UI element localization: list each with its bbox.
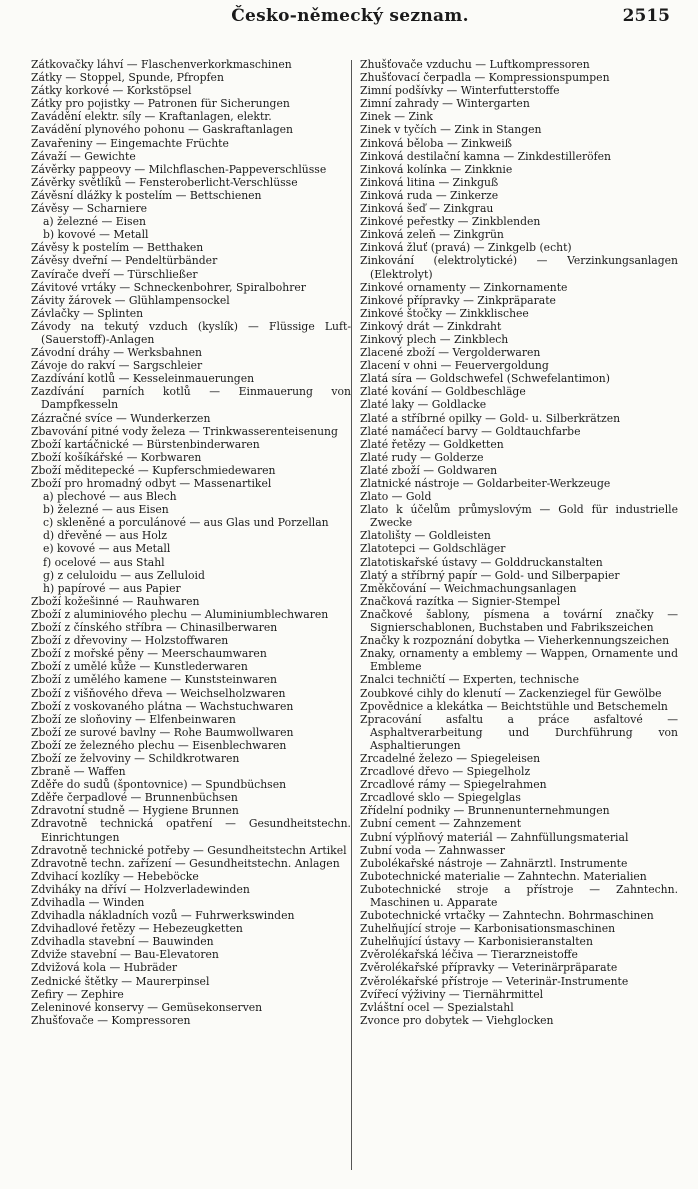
index-entry: Zátkovačky láhví — Flaschenverkorkmaschinen (31, 58, 292, 71)
index-entry: Závoje do rakví — Sargschleier (31, 359, 203, 373)
index-entry: Zázračné svíce — Wunderkerzen (31, 411, 211, 425)
index-entry: b) železné — aus Eisen (43, 503, 169, 517)
index-entry: Zinková kolínka — Zinkknie (360, 162, 513, 176)
index-entry: Zboží kožešinné — Rauhwaren (31, 594, 200, 608)
index-entry: Zlatotepci — Goldschläger (360, 542, 506, 556)
index-entry: Zubotechnické stroje a přístroje — Zahntechn. Maschinen u. Apparate (360, 882, 678, 909)
index-entry: Zinková destilační kamna — Zinkdestilleröfen (360, 149, 611, 163)
index-entry: Zlatotiskařské ústavy — Golddruckanstalten (360, 555, 603, 569)
index-entry: Zinková zeleň — Zinkgrün (360, 228, 504, 242)
index-entry: Zuhelňující stroje — Karbonisationsmaschinen (360, 922, 616, 936)
index-entry: e) kovové — aus Metall (43, 542, 171, 556)
index-entry: Zinková žluť (pravá) — Zinkgelb (echt) (360, 241, 572, 255)
index-entry: Závěsní dlážky k postelím — Bettschienen (31, 188, 262, 202)
index-entry: Závlačky — Splinten (31, 306, 144, 320)
index-entry: Značky k rozpoznání dobytka — Vieherkennungszeichen (360, 634, 670, 648)
index-entry: Zboží košíkářské — Korbwaren (31, 450, 202, 464)
index-entry: Zboží kartáčnické — Bürstenbinderwaren (31, 437, 260, 451)
index-entry: Zátky korkové — Korkstöpsel (31, 84, 192, 98)
index-entry: Zrcadlové dřevo — Spiegelholz (360, 765, 531, 779)
index-entry: Zboží z umělé kůže — Kunstlederwaren (31, 660, 248, 674)
index-entry: Zdvihadlové řetězy — Hebezeugketten (31, 922, 243, 936)
index-entry: Zdravotně techn. zařízení — Gesundheitstechn. Anlagen (31, 856, 340, 870)
index-entry: Změkčování — Weichmachungsanlagen (360, 581, 577, 595)
index-entry: Závěrky pappeovy — Milchflaschen-Pappeverschlüsse (31, 162, 327, 176)
index-entry: Znaky, ornamenty a emblemy — Wappen, Ornamente und Embleme (360, 647, 678, 674)
index-entry: Zinek v tyčích — Zink in Stangen (360, 123, 542, 137)
index-entry: Zboží ze surové bavlny — Rohe Baumwollwaren (31, 725, 294, 739)
index-entry: Zlato — Gold (360, 490, 432, 504)
index-entry: f) ocelové — aus Stahl (43, 555, 165, 569)
right-column (360, 58, 678, 1027)
index-entry: Zhušťovací čerpadla — Kompressionspumpen (360, 71, 610, 85)
index-entry: Zbraně — Waffen (31, 765, 126, 779)
index-entry: Zděře do sudů (špontovnice) — Spundbüchsen (31, 778, 287, 792)
index-entry: Zvířecí výživiny — Tiernährmittel (360, 987, 544, 1001)
index-entry: Zinek — Zink (360, 110, 433, 124)
index-entry: Zinkové ornamenty — Zinkornamente (360, 280, 568, 294)
index-entry: Závaží — Gewichte (31, 149, 136, 163)
index-entry: Zhušťovače vzduchu — Luftkompressoren (360, 58, 590, 71)
index-entry: Zdviže stavební — Bau-Elevatoren (31, 948, 219, 962)
index-entry: Zinková ruda — Zinkerze (360, 188, 499, 202)
index-entry: Zlaté namáčecí barvy — Goldtauchfarbe (360, 424, 581, 438)
page-number: 2515 (622, 6, 670, 26)
index-entry: Zubolékařské nástroje — Zahnärztl. Instrumente (360, 856, 628, 870)
index-entry: Zrcadlové rámy — Spiegelrahmen (360, 778, 547, 792)
index-entry: Zazdívání kotlů — Kesseleinmauerungen (31, 372, 255, 386)
index-entry: Zlatolišty — Goldleisten (360, 529, 491, 543)
index-entry: Zlatý a stříbrný papír — Gold- und Silberpapier (360, 568, 620, 582)
index-entry: Značkové šablony, písmena a tovární značky — Signierschablonen, Buchstaben und Fabrikszeichen (360, 607, 678, 635)
index-entry: Zubní výplňový materiál — Zahnfüllungsmaterial (360, 830, 629, 844)
index-entry: a) plechové — aus Blech (43, 490, 177, 504)
index-entry: Zazdívání parních kotlů — Einmauerung von Dampfkesseln (31, 385, 351, 412)
index-entry: Zinkování (elektrolytické) — Verzinkungsanlagen (Elektrolyt) (360, 254, 678, 281)
index-entry: g) z celuloidu — aus Zelluloid (43, 568, 205, 582)
index-entry: Zlaté rudy — Golderze (360, 450, 484, 464)
index-entry: Zrcadlové sklo — Spiegelglas (360, 791, 521, 805)
index-entry: Zeleninové konservy — Gemüsekonserven (31, 1000, 263, 1014)
index-entry: a) železné — Eisen (43, 215, 146, 229)
index-entry: Zvěrolékařské přístroje — Veterinär-Instrumente (360, 974, 629, 988)
index-entry: Zboží pro hromadný odbyt — Massenartikel (31, 477, 272, 490)
index-entry: Zvěrolékařská léčiva — Tierarzneistoffe (360, 948, 578, 962)
index-entry: Zděře čerpadlové — Brunnenbüchsen (31, 791, 238, 805)
index-entry: Zinkový plech — Zinkblech (360, 332, 509, 346)
index-entry: Zboží z čínského stříbra — Chinasilberwaren (31, 621, 278, 635)
index-entry: Závěsy dveřní — Pendeltürbänder (31, 254, 218, 268)
index-entry: Zboží z umělého kamene — Kunststeinwaren (31, 673, 278, 687)
index-entry: Závěrky světlíků — Fensteroberlicht-Verschlüsse (31, 175, 298, 189)
index-entry: Závěsy k postelím — Betthaken (31, 241, 204, 255)
index-entry: Zdravotně technické potřeby — Gesundheitstechn Artikel (31, 843, 347, 857)
index-entry: Zboží z višňového dřeva — Weichselholzwaren (31, 686, 286, 700)
index-entry: Zimní zahrady — Wintergarten (360, 97, 530, 111)
index-entry: Zoubkové cihly do klenutí — Zackenziegel für Gewölbe (360, 686, 662, 700)
index-entry: Závitové vrtáky — Schneckenbohrer, Spiralbohrer (31, 280, 306, 294)
index-entry: Zdviháky na dříví — Holzverladewinden (31, 882, 250, 896)
index-entry: Zpovědnice a klekátka — Beichtstühle und Betschemeln (360, 699, 668, 713)
index-entry: Závodní dráhy — Werksbahnen (31, 346, 202, 360)
index-entry: Závity žárovek — Glühlampensockel (31, 293, 230, 307)
index-entry: Zinková litina — Zinkguß (360, 175, 499, 189)
index-entry: Zdravotně technická opatření — Gesundheitstechn. Einrichtungen (31, 817, 351, 844)
index-entry: Zimní podšívky — Winterfutterstoffe (360, 84, 560, 98)
index-entry: Zlaté a stříbrné opilky — Gold- u. Silberkrätzen (360, 411, 621, 425)
left-column (31, 58, 351, 1027)
index-entry: Zboží ze sloňoviny — Elfenbeinwaren (31, 712, 236, 726)
index-entry: d) dřevěné — aus Holz (43, 529, 167, 543)
index-entry: Zboží z dřevoviny — Holzstoffwaren (31, 634, 229, 648)
index-entry: Zlatá síra — Goldschwefel (Schwefelantimon) (360, 372, 610, 386)
index-entry: Zdvihadla — Winden (31, 896, 145, 909)
index-entry: Zdravotní studně — Hygiene Brunnen (31, 804, 239, 818)
index-entry: Zavádění plynového pohonu — Gaskraftanlagen (31, 123, 293, 137)
index-entry: Značková razítka — Signier-Stempel (360, 594, 561, 608)
index-entry: Zboží z aluminiového plechu — Aluminiumblechwaren (31, 607, 329, 621)
index-entry: Zlaté kování — Goldbeschläge (360, 385, 526, 399)
index-entry: Zuhelňující ústavy — Karbonisieranstalten (360, 935, 593, 949)
index-entry: Zdvihadla stavební — Bauwinden (31, 935, 214, 949)
index-entry: Zboží z mořské pěny — Meerschaumwaren (31, 647, 267, 661)
index-entry: Zhušťovače — Kompressoren (31, 1013, 191, 1027)
index-entry: Zefiry — Zephire (31, 987, 124, 1001)
index-entry: Zlato k účelům průmyslovým — Gold für industrielle Zwecke (360, 503, 678, 530)
index-entry: Zavařeniny — Eingemachte Früchte (31, 136, 229, 150)
index-entry: Zátky — Stoppel, Spunde, Pfropfen (31, 71, 224, 85)
index-entry: Zdvihadla nákladních vozů — Fuhrwerkswinden (31, 909, 295, 923)
index-entry: Zinkové štočky — Zinkklischee (360, 306, 529, 320)
index-entry: Zrcadelné železo — Spiegeleisen (360, 751, 541, 765)
index-entry: Zubotechnické materialie — Zahntechn. Materialien (360, 869, 647, 883)
index-entry: Zpracování asfaltu a práce asfaltové — Asphaltverarbeitung und Durchführung von Asphaltierungen (360, 712, 678, 752)
index-entry: Zinkový drát — Zinkdraht (360, 319, 502, 333)
index-entry: Znalci techničtí — Experten, technische (360, 673, 579, 687)
page-header (30, 6, 670, 34)
index-entry: Zboží z voskovaného plátna — Wachstuchwaren (31, 699, 294, 713)
index-entry: c) skleněné a porculánové — aus Glas und Porzellan (43, 516, 329, 530)
index-entry: Závody na tekutý vzduch (kyslík) — Flüssige Luft- (Sauerstoff)-Anlagen (31, 319, 351, 346)
index-entry: b) kovové — Metall (43, 228, 149, 242)
index-entry: Zboží měditepecké — Kupferschmiedewaren (31, 463, 276, 477)
index-entry: Zavádění elektr. síly — Kraftanlagen, elektr. (31, 110, 272, 124)
index-entry: Zinková běloba — Zinkweiß (360, 136, 512, 150)
index-entry: Zlaté laky — Goldlacke (360, 398, 487, 412)
index-entry: Zednické štětky — Maurerpinsel (31, 974, 210, 988)
index-entry: Zubní cement — Zahnzement (360, 817, 522, 831)
index-entry: Zlacení v ohni — Feuervergoldung (360, 359, 549, 373)
index-entry: Zvěrolékařské přípravky — Veterinärpräparate (360, 961, 618, 975)
index-entry: Zdvižová kola — Hubräder (31, 961, 178, 975)
index-entry: Závěsy — Scharniere (31, 202, 148, 216)
index-entry: Zinkové peřestky — Zinkblenden (360, 215, 541, 229)
index-entry: Zřídelní podniky — Brunnenunternehmungen (360, 804, 610, 818)
index-entry: Zvonce pro dobytek — Viehglocken (360, 1013, 554, 1027)
index-entry: Zlatnické nástroje — Goldarbeiter-Werkzeuge (360, 477, 611, 490)
index-entry: Zvláštní ocel — Spezialstahl (360, 1000, 514, 1014)
index-entry: Zbavování pitné vody železa — Trinkwasserenteisenung (31, 424, 338, 438)
index-entry: Zboží ze železného plechu — Eisenblechwaren (31, 738, 287, 752)
index-entry: Zátky pro pojistky — Patronen für Sicherungen (31, 97, 290, 111)
index-entry: Zinkové přípravky — Zinkpräparate (360, 293, 556, 307)
index-entry: Zdvihací kozlíky — Hebeböcke (31, 869, 199, 883)
index-entry: Zubní voda — Zahnwasser (360, 843, 505, 857)
index-entry: Zavírače dveří — Türschließer (31, 267, 198, 281)
index-entry: Zlaté řetězy — Goldketten (360, 437, 504, 451)
index-entry: Zinková šeď — Zinkgrau (360, 202, 494, 216)
column-divider (351, 60, 352, 1170)
index-entry: Zubotechnické vrtačky — Zahntechn. Bohrmaschinen (360, 909, 654, 923)
index-entry: Zlacené zboží — Vergolderwaren (360, 346, 541, 360)
page-title: Česko-německý seznam. (231, 6, 469, 26)
index-entry: h) papírové — aus Papier (43, 581, 181, 595)
index-entry: Zlaté zboží — Goldwaren (360, 463, 498, 477)
index-entry: Zboží ze želvoviny — Schildkrotwaren (31, 751, 240, 765)
